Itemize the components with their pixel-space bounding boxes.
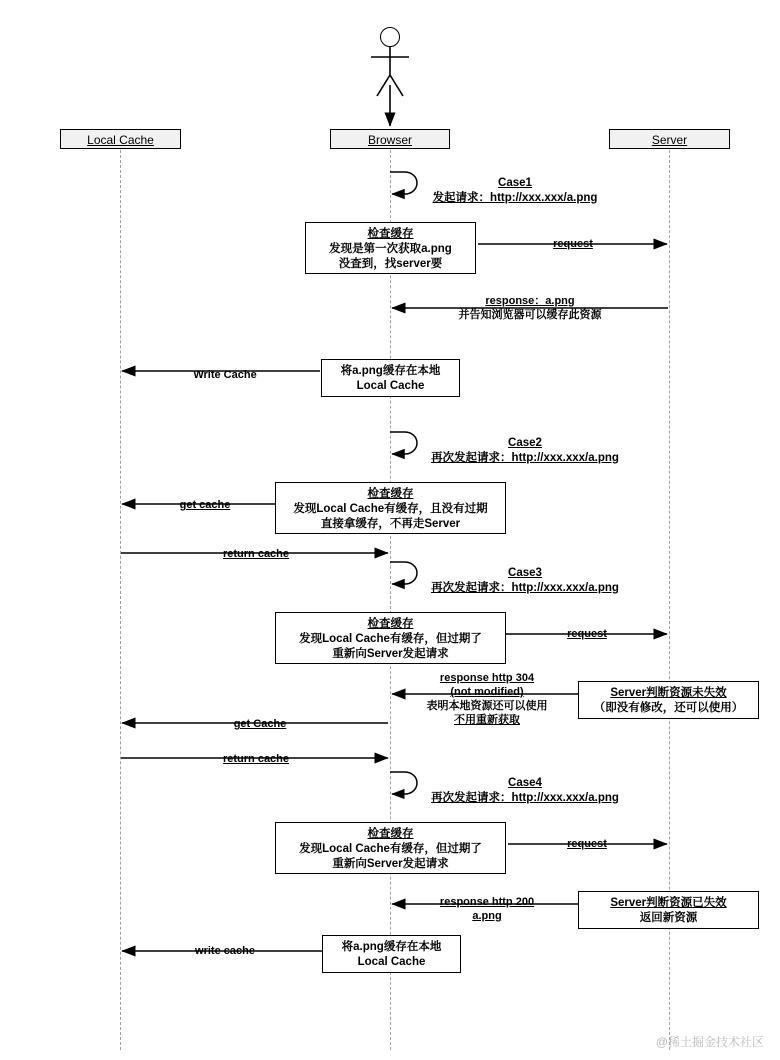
message-return-cache-3-text: return cache <box>222 753 290 765</box>
case2-name: Case2 <box>508 437 542 449</box>
note3-line1: 检查缓存 <box>367 618 414 630</box>
message-request-1 <box>508 237 638 251</box>
note-write2-line2: Local Cache <box>357 956 426 968</box>
message-response-200-line1: response http 200 <box>439 896 535 908</box>
note-write2-line1: 将a.png缓存在本地 <box>341 941 442 953</box>
note1-line2: 发现是第一次获取a.png <box>329 243 452 255</box>
message-write-cache-1-text: Write Cache <box>193 369 257 381</box>
case-label-case2 <box>415 436 635 466</box>
message-request-4-text: request <box>567 838 607 850</box>
message-response-304 <box>414 671 560 727</box>
note4-line1: 检查缓存 <box>367 828 414 840</box>
note-server-not-modified <box>578 681 759 719</box>
note-write-cache-local-1 <box>321 359 460 397</box>
note-check-cache-case3 <box>275 612 506 664</box>
note-check-cache-case4 <box>275 822 506 874</box>
message-request-1-text: request <box>553 238 593 250</box>
note3-line2: 发现Local Cache有缓存，但过期了 <box>299 633 482 645</box>
case4-name: Case4 <box>508 777 542 789</box>
note-write1-line1: 将a.png缓存在本地 <box>340 365 441 377</box>
message-response-304-line4: 不用重新获取 <box>454 714 520 726</box>
case3-request: 再次发起请求：http://xxx.xxx/a.png <box>431 582 619 594</box>
message-response-1-line1: response：a.png <box>485 295 575 307</box>
lifeline-browser <box>390 150 391 1050</box>
note4-line2: 发现Local Cache有缓存，但过期了 <box>299 843 482 855</box>
note2-line2: 发现Local Cache有缓存，且没有过期 <box>293 503 488 515</box>
message-return-cache-2-text: return cache <box>222 548 290 560</box>
note-server-resource-expired <box>578 891 759 929</box>
participant-local-cache-label: Local Cache <box>87 133 154 147</box>
watermark: @稀土掘金技术社区 <box>655 1035 764 1049</box>
note2-line3: 直接拿缓存，不再走Server <box>320 518 461 530</box>
message-write-cache-4-text: write cache <box>195 945 255 957</box>
note-check-cache-case2 <box>275 482 506 534</box>
message-response-304-line3: 表明本地资源还可以使用 <box>426 700 548 712</box>
case-label-case3 <box>415 566 635 596</box>
note-server-304-line2: （即没有修改，还可以使用） <box>593 702 744 714</box>
message-request-3-text: request <box>567 628 607 640</box>
message-response-1 <box>420 294 640 322</box>
note-server-200-line1: Server判断资源已失效 <box>610 897 727 909</box>
actor-head-icon <box>380 27 400 47</box>
note2-line1: 检查缓存 <box>367 488 414 500</box>
case4-request: 再次发起请求：http://xxx.xxx/a.png <box>431 792 619 804</box>
message-return-cache-3 <box>196 752 316 766</box>
message-request-3 <box>522 627 652 641</box>
case1-name: Case1 <box>498 177 532 189</box>
note1-line3: 没查到，找server要 <box>338 258 443 270</box>
note3-line3: 重新向Server发起请求 <box>332 648 449 660</box>
message-write-cache-4 <box>160 944 290 958</box>
participant-server[interactable] <box>609 129 730 149</box>
message-response-304-line1: response http 304 <box>439 672 535 684</box>
message-response-1-line2: 并告知浏览器可以缓存此资源 <box>458 309 602 321</box>
case1-request: 发起请求：http://xxx.xxx/a.png <box>432 192 598 204</box>
message-write-cache-1 <box>160 368 290 382</box>
message-response-304-line2: (not modified) <box>450 686 524 698</box>
message-get-cache-3-text: get Cache <box>233 718 287 730</box>
message-request-4 <box>522 837 652 851</box>
message-get-cache-2-text: get cache <box>179 499 231 511</box>
participant-browser[interactable] <box>330 129 450 149</box>
case-label-case4 <box>415 776 635 806</box>
note-write-cache-local-2 <box>322 935 461 973</box>
participant-browser-label: Browser <box>367 133 412 147</box>
note-check-cache-case1 <box>305 222 476 274</box>
message-response-200-line2: a.png <box>472 910 502 922</box>
note-write1-line2: Local Cache <box>356 380 425 392</box>
message-get-cache-2 <box>145 498 265 512</box>
note4-line3: 重新向Server发起请求 <box>332 858 449 870</box>
participant-local-cache[interactable] <box>60 129 181 149</box>
note-server-200-line2: 返回新资源 <box>639 912 698 924</box>
message-return-cache-2 <box>196 547 316 561</box>
participant-server-label: Server <box>651 133 688 147</box>
note-server-304-line1: Server判断资源未失效 <box>610 687 727 699</box>
case2-request: 再次发起请求：http://xxx.xxx/a.png <box>431 452 619 464</box>
message-response-200 <box>412 895 562 923</box>
case-label-case1 <box>405 176 625 206</box>
message-get-cache-3 <box>200 717 320 731</box>
lifeline-local-cache <box>120 150 121 1050</box>
case3-name: Case3 <box>508 567 542 579</box>
note1-line1: 检查缓存 <box>367 228 414 240</box>
